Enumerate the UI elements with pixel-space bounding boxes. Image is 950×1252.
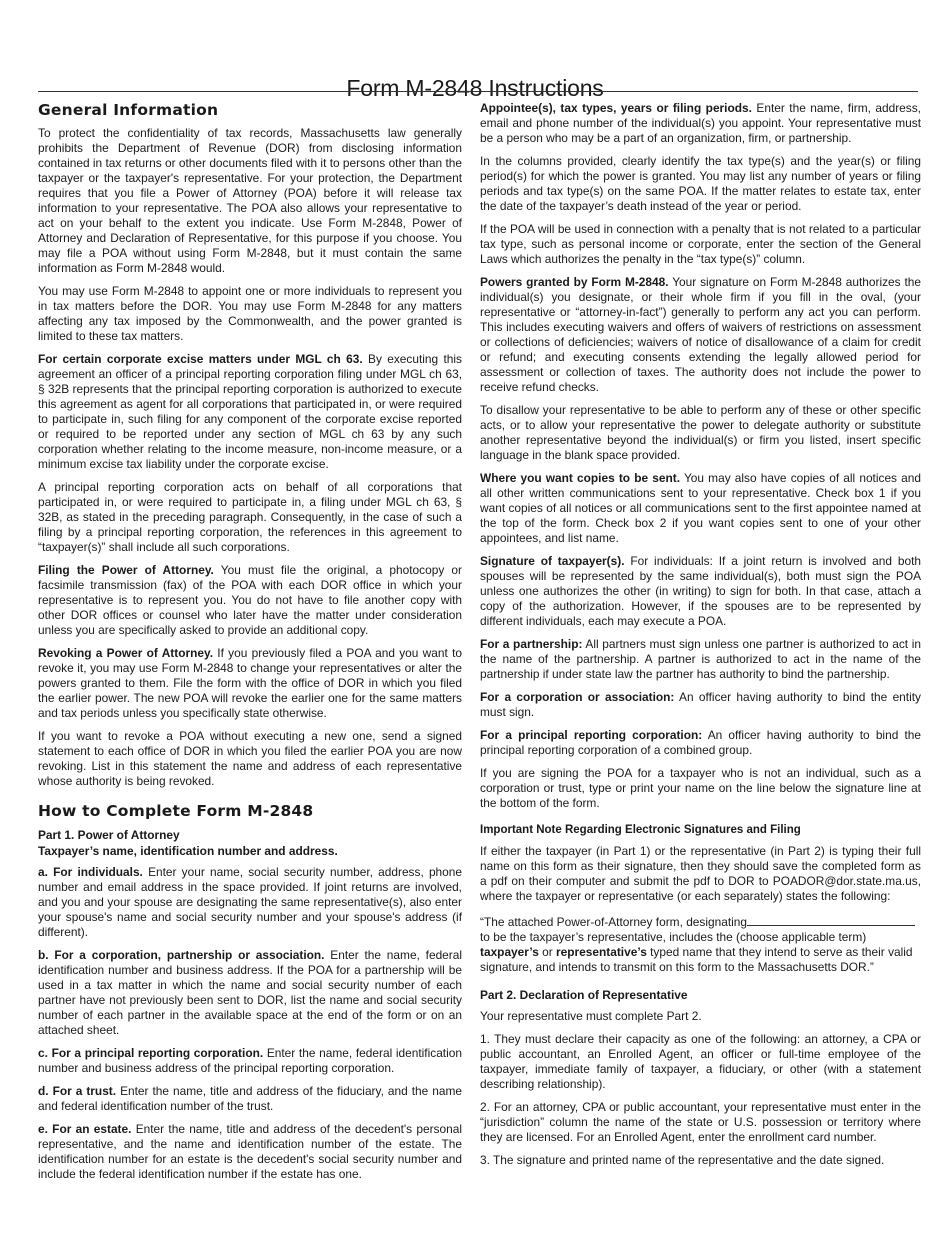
designee-blank-line — [747, 914, 915, 926]
paragraph-text: For individuals: If a joint return is involved and both spouses will be represented by the same individual(s), both must sign the POA unless one authorizes the other (in writing) to sign for both. In that case, attach a copy of the authorization. However, if the spouses are to be represented by different individuals, each may execute a POA. — [480, 554, 921, 628]
page-title: Form M-2848 Instructions — [346, 75, 604, 102]
paragraph-text: Enter the name, firm, address, email and phone number of the individual(s) you appoint. Your representative must be a person who may be a part of an organization, firm, or partnership. — [480, 101, 921, 145]
paragraph: If you want to revoke a POA without executing a new one, send a signed statement to each office of DOR in which you filed the earlier POA you are now revoking. List in this statement the name and address of each representative whose authority is being revoked. — [38, 729, 462, 788]
quote-text: typed name that they intend to serve as their valid signature, and intends to transmit on this form to the Massachusetts DOR.” — [480, 945, 913, 974]
run-in-heading: c. For a principal reporting corporation. — [38, 1046, 264, 1060]
quote-term: representative’s — [556, 945, 647, 959]
run-in-heading: b. For a corporation, partnership or association. — [38, 948, 325, 962]
paragraph-text: Enter the name, title and address of the decedent's personal representative, and the name and identification number of the estate. The identification number for an estate is the decedent's social security number and include the federal identification number if the estate has one. — [38, 1122, 462, 1181]
paragraph-corporation-association — [480, 690, 921, 720]
paragraph-text: You may also have copies of all notices and all other written communications sent to your representative. Check box 1 if you want copies of all notices or all communications sent to the first appointee named at the top of the form. Check box 2 if you want copies sent to one of your other appointees, and list name. — [480, 471, 921, 545]
quote-term: taxpayer’s — [480, 945, 539, 959]
how-to-complete-heading: How to Complete Form M-2848 — [38, 802, 314, 820]
run-in-heading: Filing the Power of Attorney. — [38, 563, 214, 577]
paragraph-copies — [480, 471, 921, 546]
paragraph-revoking — [38, 646, 462, 721]
paragraph-filing — [38, 563, 462, 638]
title-divider — [38, 91, 918, 92]
run-in-heading: For a principal reporting corporation: — [480, 728, 703, 742]
run-in-heading: For a partnership: — [480, 637, 583, 651]
run-in-heading: For a corporation or association: — [480, 690, 675, 704]
paragraph: In the columns provided, clearly identify the tax type(s) and the year(s) or filing period(s) for which the power is granted. You may list any number of years or filing periods and tax type(s) on the same POA. If the matter relates to estate tax, enter the date of the taxpayer’s death instead of the year or period. — [480, 154, 921, 213]
paragraph-partnership — [480, 637, 921, 682]
paragraph-text: Enter the name, federal identification number and business address. If the POA for a partnership will be used in a tax matter in which the name and social security number of each partner have not previously been sent to DOR, list the name and social security number of each partner in the available space at the end of the form or on an attached sheet. — [38, 948, 463, 1037]
run-in-heading: Revoking a Power of Attorney. — [38, 646, 214, 660]
paragraph: To disallow your representative to be able to perform any of these or other specific acts, or to allow your representative the power to delegate authority or substitute another representative beyond the individual(s) or firm you listed, insert specific language in the blank space provided. — [480, 403, 921, 462]
list-item: 3. The signature and printed name of the representative and the date signed. — [480, 1153, 885, 1167]
right-column — [480, 101, 921, 1176]
paragraph-signature — [480, 554, 921, 629]
paragraph: Your representative must complete Part 2. — [480, 1009, 702, 1023]
part2-heading: Part 2. Declaration of Representative — [480, 988, 688, 1002]
run-in-heading: Where you want copies to be sent. — [480, 471, 681, 485]
run-in-heading: a. For individuals. — [38, 865, 143, 879]
run-in-heading: e. For an estate. — [38, 1122, 132, 1136]
paragraph-text: An officer having authority to bind the entity must sign. — [480, 690, 921, 719]
electronic-signatures-heading: Important Note Regarding Electronic Signatures and Filing — [480, 824, 801, 836]
paragraph: You may use Form M-2848 to appoint one or more individuals to represent you in tax matters before the DOR. You may use Form M-2848 for any matters affecting any tax imposed by the Commonwealth, and the power granted is limited to these tax matters. — [38, 284, 462, 343]
run-in-heading: Powers granted by Form M-2848. — [480, 275, 669, 289]
list-item: 2. For an attorney, CPA or public accountant, your representative must enter in the “jurisdiction” column the name of the state or U.S. possession or territory where they are licensed. For an Enrolled Agent, enter the enrollment card number. — [480, 1100, 921, 1144]
paragraph-powers — [480, 275, 921, 395]
part1-title: Part 1. Power of Attorney — [38, 828, 180, 842]
paragraph-text: An officer having authority to bind the principal reporting corporation of a combined group. — [480, 728, 921, 757]
run-in-heading: d. For a trust. — [38, 1084, 117, 1098]
quote-text: to be the taxpayer’s representative, includes the (choose applicable term) — [480, 930, 867, 944]
paragraph: If the POA will be used in connection with a penalty that is not related to a particular tax type, such as personal income or corporate, enter the section of the General Laws which authorizes the penalty in the “tax type(s)” column. — [480, 222, 921, 266]
run-in-heading: For certain corporate excise matters under MGL ch 63. — [38, 352, 363, 366]
paragraph-appointees — [480, 101, 921, 146]
paragraph-principal-reporting — [480, 728, 921, 758]
paragraph-principal-reporting — [38, 1046, 462, 1076]
paragraph-text: If you previously filed a POA and you want to revoke it, you may use Form M-2848 to change your representatives or alter the powers granted to them. File the form with the office of DOR in which you filed the earlier power. The new POA will revoke the earlier one for the same matters and tax periods unless you specifically state otherwise. — [38, 646, 462, 720]
paragraph-trust — [38, 1084, 462, 1114]
paragraph: If either the taxpayer (in Part 1) or the representative (in Part 2) is typing their full name on this form as their signature, then they should save the completed form as a pdf on their computer and submit the pdf to DOR to POADOR@dor.state.ma.us, where the taxpayer or representative (or each separately) states the following: — [480, 844, 921, 903]
part1-subtitle: Taxpayer’s name, identification number and address. — [38, 844, 338, 858]
paragraph-corporate-excise — [38, 352, 462, 472]
paragraph-text: By executing this agreement an officer of a principal reporting corporation filing under MGL ch 63, § 32B represents that the principal reporting corporation is authorized to execute this agreement as agent for all corporations that participated in, or were required to participate in, such filing for any component of the corporate excise reported or required to be reported under any section of MGL ch 63 by any such corporation whether relating to the income measure, non-income measure, or a minimum excise tax liability under the corporate excise. — [38, 352, 462, 471]
run-in-heading: Signature of taxpayer(s). — [480, 554, 625, 568]
paragraph: A principal reporting corporation acts on behalf of all corporations that participated in, or were required to participate in, a filing under MGL ch 63, § 32B, as stated in the preceding paragraph. Consequently, in the case of such a filing by a principal reporting corporation, the references in this agreement to “taxpayer(s)” shall include all such corporations. — [38, 480, 462, 554]
paragraph-text: Enter your name, social security number, address, phone number and email address in the space provided. If joint returns are involved, and you and your spouse are designating the same representative(s), also enter your spouse's name and social security number and your spouse's address (if different). — [38, 865, 463, 939]
paragraph-text: Enter the name, federal identification number and business address of the principal reporting corporation. — [38, 1046, 462, 1075]
paragraph-text: You must file the original, a photocopy or facsimile transmission (fax) of the POA with each DOR office in which your representative is to represent you. You do not have to file another copy with other DOR offices or counsel who later have the matter under consideration unless you are specifically asked to provide an additional copy. — [38, 563, 462, 637]
run-in-heading: Appointee(s), tax types, years or filing periods. — [480, 101, 752, 115]
general-information-heading: General Information — [38, 101, 219, 119]
left-column — [38, 101, 462, 1190]
paragraph-individuals — [38, 865, 462, 940]
quote-statement — [480, 914, 921, 975]
paragraph: To protect the confidentiality of tax records, Massachusetts law generally prohibits the Department of Revenue (DOR) from disclosing information contained in tax returns or other documents filed with it to persons other than the taxpayer or the taxpayer's representative. For your protection, the Department requires that you file a Power of Attorney (POA) before it will release tax information to your representative. The POA also allows your representative to act on your behalf to the extent you indicate. Use Form M-2848, Power of Attorney and Declaration of Representative, for this purpose if you choose. You may file a POA without using Form M-2848, but it must contain the same information as Form M-2848 would. — [38, 126, 462, 275]
paragraph: If you are signing the POA for a taxpayer who is not an individual, such as a corporation or trust, type or print your name on the line below the signature line at the bottom of the form. — [480, 766, 921, 810]
paragraph-estate — [38, 1122, 462, 1182]
paragraph-text: All partners must sign unless one partner is authorized to act in the name of the partnership. A partner is authorized to act in the name of the partnership if under state law the partner has authority to bind the partnership. — [480, 637, 921, 681]
list-item: 1. They must declare their capacity as one of the following: an attorney, a CPA or public accountant, an Enrolled Agent, an officer or full-time employee of the taxpayer, immediate family of taxpayer, a fiduciary, or other (with a statement describing relationship). — [480, 1032, 921, 1091]
paragraph-corporation — [38, 948, 462, 1038]
paragraph-text: Your signature on Form M-2848 authorizes the individual(s) you designate, or their whole firm if you fill in the oval, (your representative or “attorney-in-fact”) generally to perform any act you can perform. This includes executing waivers and offers of waivers of restrictions on assessment or collections of deficiencies; waivers of notice of disallowance of a claim for credit or refund; and executing consents extending the legally allowed period for assessment or collection of taxes. The authority does not include the power to receive refund checks. — [480, 275, 921, 394]
quote-text: or — [538, 945, 557, 959]
paragraph-text: Enter the name, title and address of the fiduciary, and the name and federal identification number of the trust. — [38, 1084, 462, 1113]
quote-start: “The attached Power-of-Attorney form, designating — [480, 915, 748, 929]
